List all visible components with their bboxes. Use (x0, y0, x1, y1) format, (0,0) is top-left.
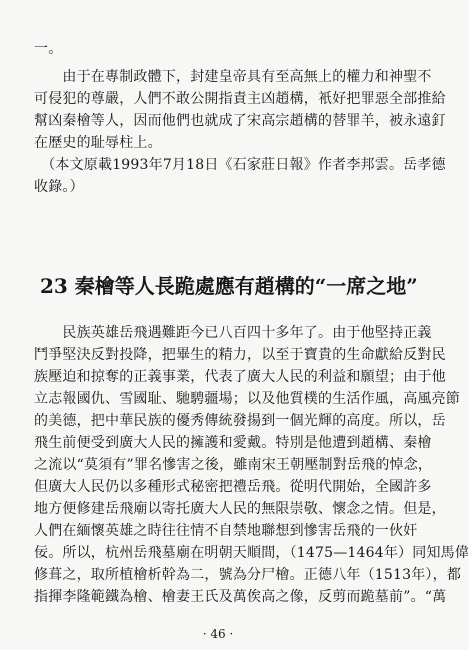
text-line: 幫凶秦檜等人，因而他們也就成了宋高宗趙構的替罪羊，被永遠釘 (34, 113, 446, 129)
text-line: 地方便修建岳飛廟以寄托廣大人民的無限崇敬、懷念之情。但是， (34, 501, 446, 517)
source-note (34, 154, 446, 198)
text-line: 立志報國仇、雪國耻、馳騁疆場；以及他質樸的生活作風，高風亮節 (34, 391, 460, 407)
text-line: 佞。所以，杭州岳飛墓廟在明朝天順間，（1475—1464年）同知馬偉 (34, 545, 469, 561)
text-line: （本文原載1993年7月18日《石家莊日報》作者李邦雲。岳孝德 (34, 157, 446, 173)
text-line: 飛生前便受到廣大人民的擁護和愛戴。特別是他遭到趙構、秦檜 (34, 435, 432, 451)
continuation-text (34, 38, 414, 60)
text-line: 在歷史的耻辱柱上。 (34, 135, 162, 151)
text-line: 修葺之，取所植檜析幹為二，號為分尸檜。正德八年（1513年），都 (34, 567, 462, 583)
paragraph-2 (34, 322, 469, 608)
text-line: 人們在緬懷英雄之時往往情不自禁地聯想到慘害岳飛的一伙奸 (34, 523, 418, 539)
text-line: 一。 (34, 41, 63, 57)
text-line: 民族英雄岳飛遇難距今已八百四十多年了。由于他堅持正義 (34, 325, 432, 341)
text-line: 但廣大人民仍以多種形式秘密把禮岳飛。從明代開始，全國許多 (34, 479, 432, 495)
text-line: 族壓迫和掠奪的正義事業，代表了廣大人民的利益和願望；由于他 (34, 369, 446, 385)
section-heading: 23 秦檜等人長跪處應有趙構的“一席之地” (40, 274, 418, 298)
text-line: 鬥爭堅決反對投降，把畢生的精力，以至于寶貴的生命獻給反對民 (34, 347, 446, 363)
page-number: · 46 · (202, 627, 234, 641)
text-line: 之流以“莫須有”罪名慘害之後，雖南宋王朝壓制對岳飛的悼念， (34, 457, 433, 473)
text-line: 可侵犯的尊嚴，人們不敢公開指責主凶趙構，衹好把罪惡全部推給 (34, 91, 446, 107)
text-line: 指揮李隆範鐵為檜、檜妻王氏及萬俟高之像，反剪而跪墓前”。“萬 (34, 589, 447, 605)
text-line: 由于在專制政體下，封建皇帝具有至高無上的權力和神聖不 (34, 69, 432, 85)
text-line: 的美德，把中華民族的優秀傳統發揚到一個光輝的高度。所以，岳 (34, 413, 446, 429)
text-line: 收錄。） (34, 179, 84, 195)
paragraph-1 (34, 66, 446, 154)
